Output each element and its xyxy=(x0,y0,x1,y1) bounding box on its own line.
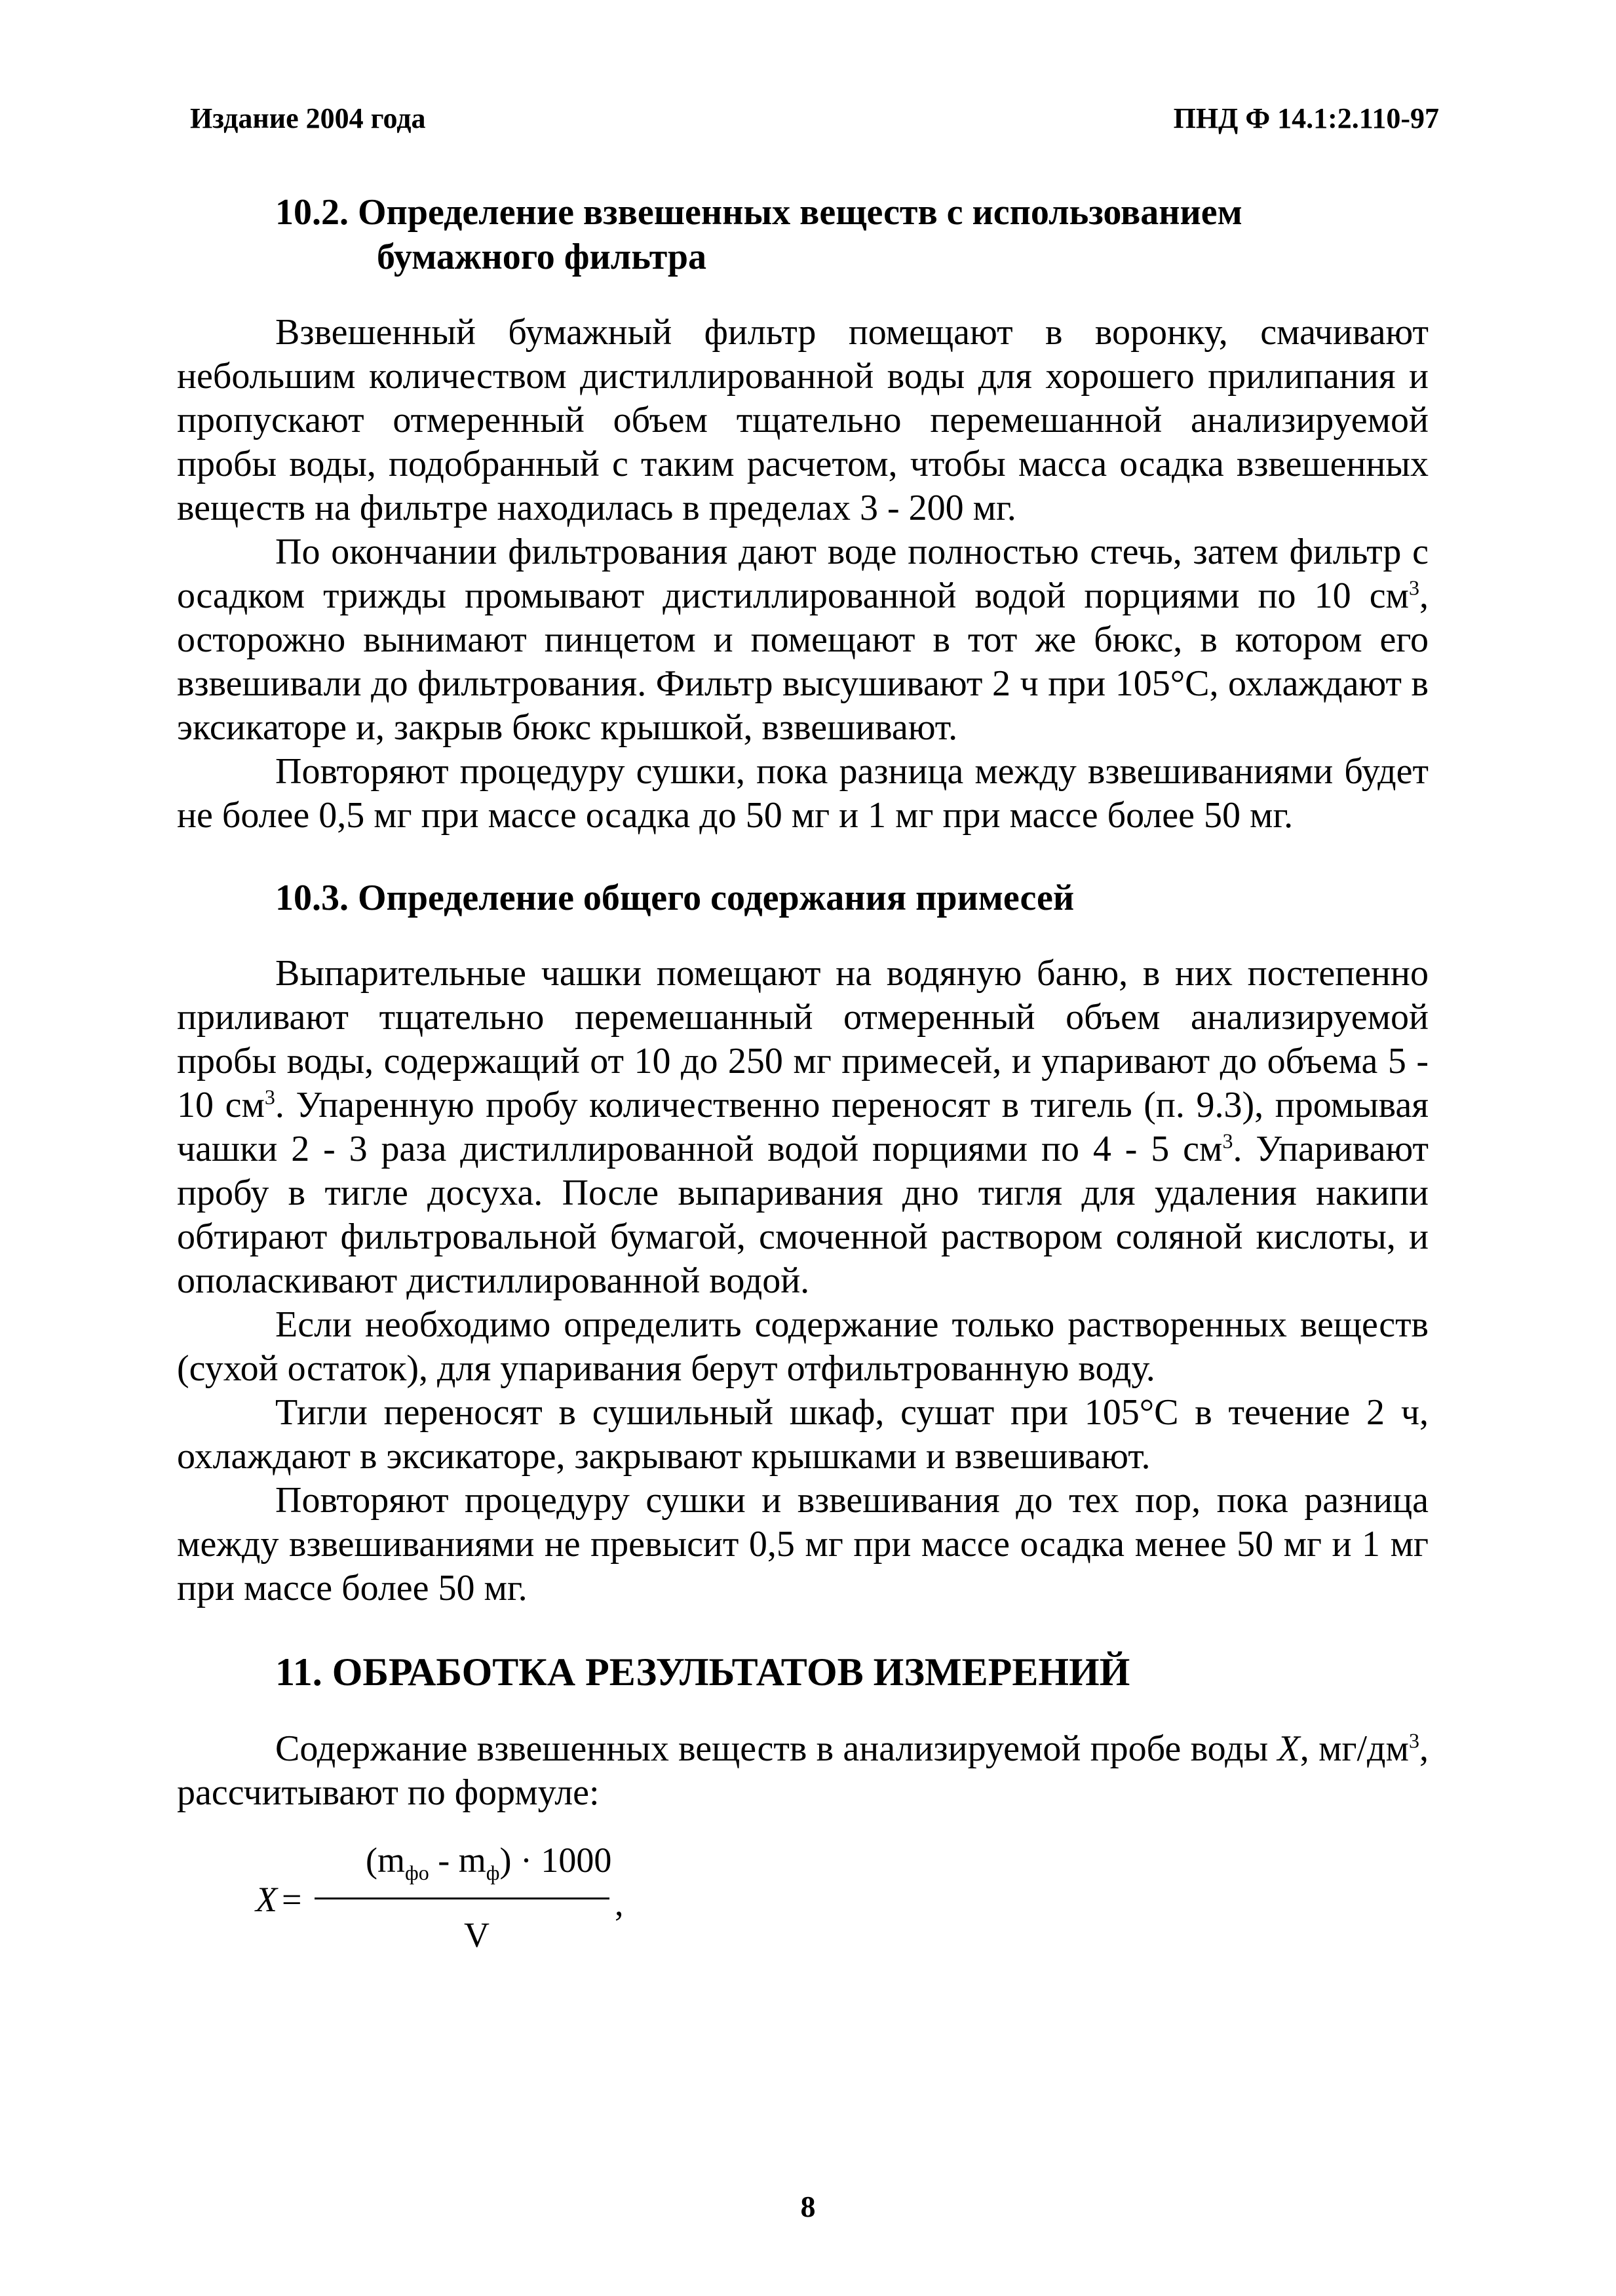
formula-equals: = xyxy=(282,1880,302,1919)
formula-comma: , xyxy=(615,1884,624,1923)
formula-numer-open: (m xyxy=(366,1840,405,1880)
section-10-3-paragraph-1-part-b: . Упаренную пробу количественно переносят в тигель (п. 9.3), промывая чашки 2 - 3 раза дистиллированной водой порциями по 4 - 5 см xyxy=(177,1085,1429,1169)
section-10-2-paragraph-3: Повторяют процедуру сушки, пока разница между взвешиваниями будет не более 0,5 мг при массе осадка до 50 мг и 1 мг при массе более 50 мг. xyxy=(177,751,1429,836)
section-10-3-paragraph-1-part-c: . Упаривают пробу в тигле досуха. После выпаривания дно тигля для удаления накипи обтирают фильтровальной бумагой, смоченной раствором соляной кислоты, и ополаскивают дистиллированной водой. xyxy=(177,1129,1429,1301)
section-11-intro-part-c: , рассчитывают по формуле: xyxy=(177,1728,1429,1813)
header-edition: Издание 2004 года xyxy=(190,102,426,134)
fraction-bar xyxy=(315,1897,609,1899)
section-10-3-paragraph-1 xyxy=(177,952,1429,1303)
superscript-3: 3 xyxy=(1409,575,1419,600)
section-11-intro-part-b: , мг/дм xyxy=(1299,1728,1409,1769)
section-10-2-paragraph-2-part-b: , осторожно вынимают пинцетом и помещают в тот же бюкс, в котором его взвешивали до фильтрования. Фильтр высушивают 2 ч при 105°С, охлаждают в эксикаторе и, закрыв бюкс крышкой, взвешивают. xyxy=(177,575,1429,748)
section-10-2-title xyxy=(177,190,1429,279)
section-10-2-title-line2: бумажного фильтра xyxy=(377,237,707,277)
superscript-3: 3 xyxy=(1222,1129,1233,1153)
page-number: 8 xyxy=(800,2190,816,2223)
formula-lhs: X xyxy=(256,1880,277,1919)
section-10-3-paragraph-1-part-a: Выпарительные чашки помещают на водяную баню, в них постепенно приливают тщательно перемешанный отмеренный объем анализируемой пробы воды, содержащий от 10 до 250 мг примесей, и упаривают до объема 5 - 10 см xyxy=(177,953,1429,1125)
formula-sub-fo: фо xyxy=(405,1860,429,1884)
formula-sub-f: ф xyxy=(486,1860,500,1884)
section-10-3-paragraph-3: Тигли переносят в сушильный шкаф, сушат при 105°С в течение 2 ч, охлаждают в эксикаторе, закрывают крышками и взвешивают. xyxy=(177,1392,1429,1477)
superscript-3: 3 xyxy=(264,1085,275,1109)
header-doc-code: ПНД Ф 14.1:2.110-97 xyxy=(1173,102,1439,134)
formula-numer-mid: - m xyxy=(429,1840,486,1880)
section-10-3-title: 10.3. Определение общего содержания примесей xyxy=(275,878,1075,918)
section-11-intro xyxy=(177,1727,1429,1815)
section-10-3-paragraph-4: Повторяют процедуру сушки и взвешивания до тех пор, пока разница между взвешиваниями не превысит 0,5 мг при массе осадка менее 50 мг и 1 мг при массе более 50 мг. xyxy=(177,1480,1429,1608)
formula-numerator xyxy=(366,1840,612,1884)
section-10-2-title-line1: 10.2. Определение взвешенных веществ с использованием xyxy=(275,192,1242,233)
formula-numer-close: ) · 1000 xyxy=(499,1840,612,1880)
section-10-2-paragraph-2-part-a: По окончании фильтрования дают воде полностью стечь, затем фильтр с осадком трижды промывают дистиллированной водой порциями по 10 см xyxy=(177,532,1429,616)
superscript-3: 3 xyxy=(1408,1728,1419,1753)
formula-denominator: V xyxy=(464,1915,490,1955)
section-10-2-paragraph-2 xyxy=(177,530,1429,750)
formula-x xyxy=(256,1840,1429,1964)
section-10-2-paragraph-1: Взвешенный бумажный фильтр помещают в воронку, смачивают небольшим количеством дистиллированной воды для хорошего прилипания и пропускают отмеренный объем тщательно перемешанной анализируемой пробы воды, подобранный с таким расчетом, чтобы масса осадка взвешенных веществ на фильтре находилась в пределах 3 - 200 мг. xyxy=(177,312,1429,528)
section-11-intro-part-a: Содержание взвешенных веществ в анализируемой пробе воды xyxy=(275,1728,1278,1769)
section-11-title: 11. ОБРАБОТКА РЕЗУЛЬТАТОВ ИЗМЕРЕНИЙ xyxy=(275,1650,1130,1694)
page-content xyxy=(177,190,1429,1964)
section-10-3-paragraph-2: Если необходимо определить содержание только растворенных веществ (сухой остаток), для упаривания берут отфильтрованную воду. xyxy=(177,1304,1429,1389)
variable-x: X xyxy=(1277,1728,1300,1769)
